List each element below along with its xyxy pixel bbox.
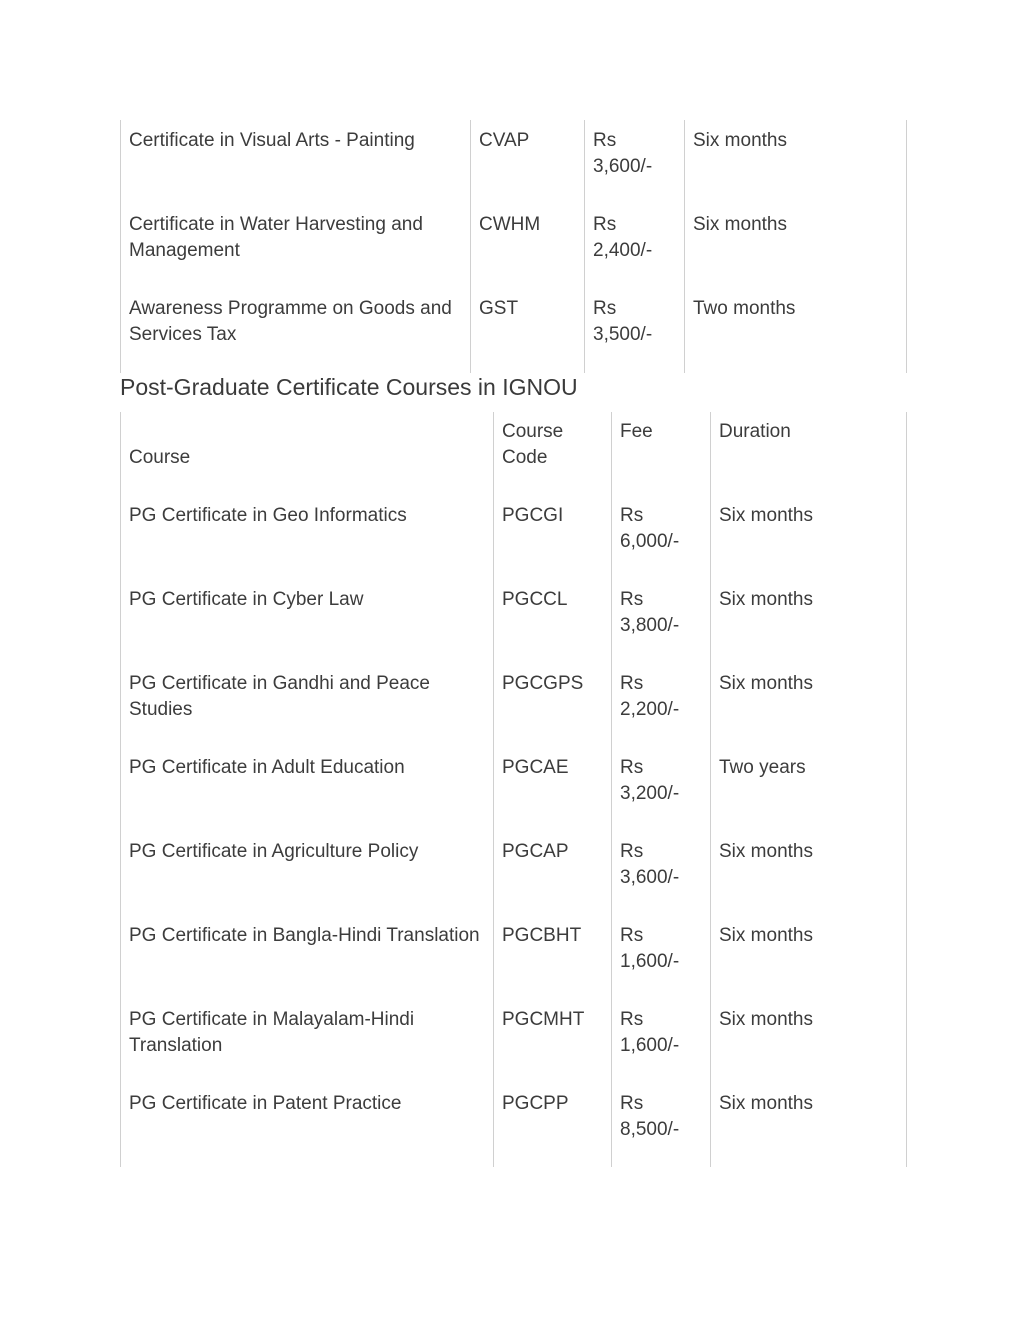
fee-amount: 2,200/-	[620, 699, 680, 720]
course-code-cell: PGCPP	[493, 1084, 611, 1167]
fee-cell	[611, 580, 710, 664]
course-name-cell: PG Certificate in Geo Informatics	[129, 505, 407, 526]
duration-cell: Two years	[710, 748, 906, 832]
fee-cell	[584, 288, 684, 373]
duration-cell: Two months	[684, 288, 906, 373]
fee-currency: Rs	[620, 841, 644, 862]
duration-cell: Six months	[684, 120, 906, 204]
fee-cell	[611, 664, 710, 748]
fee-amount: 3,600/-	[620, 867, 680, 888]
course-code-cell: PGCAE	[493, 748, 611, 832]
header-course: Course	[129, 447, 191, 468]
course-name-cell: PG Certificate in Gandhi and Peace Studies	[129, 673, 431, 720]
section-heading: Post-Graduate Certificate Courses in IGNOU	[120, 374, 578, 400]
course-code-cell: PGCAP	[493, 832, 611, 916]
table-row	[121, 1084, 906, 1167]
course-code-cell: PGCGPS	[493, 664, 611, 748]
table-row	[121, 580, 906, 664]
duration-cell: Six months	[710, 496, 906, 580]
fee-currency: Rs	[593, 298, 617, 319]
fee-currency: Rs	[620, 757, 644, 778]
duration-cell: Six months	[710, 580, 906, 664]
course-name-cell: PG Certificate in Cyber Law	[129, 589, 364, 610]
fee-cell	[584, 120, 684, 204]
fee-currency: Rs	[620, 1093, 644, 1114]
course-code-cell: PGCMHT	[493, 1000, 611, 1084]
fee-currency: Rs	[620, 1009, 644, 1030]
fee-amount: 2,400/-	[593, 240, 653, 261]
course-name-cell: PG Certificate in Agriculture Policy	[129, 841, 419, 862]
fee-cell	[611, 496, 710, 580]
fee-currency: Rs	[620, 505, 644, 526]
course-name-cell: Certificate in Water Harvesting and Management	[129, 214, 423, 261]
table-header-row	[121, 412, 906, 496]
fee-amount: 3,500/-	[593, 324, 653, 345]
header-duration: Duration	[710, 412, 906, 496]
course-name-cell: PG Certificate in Malayalam-Hindi Translation	[129, 1009, 415, 1056]
table-row	[121, 120, 906, 204]
certificate-courses-table	[120, 120, 907, 373]
fee-amount: 1,600/-	[620, 1035, 680, 1056]
fee-amount: 3,200/-	[620, 783, 680, 804]
header-course-code: Course Code	[493, 412, 611, 496]
course-code-cell: CWHM	[470, 204, 584, 288]
course-name-cell: Awareness Programme on Goods and Services Tax	[129, 298, 452, 345]
course-name-cell: PG Certificate in Patent Practice	[129, 1093, 402, 1114]
header-fee: Fee	[611, 412, 710, 496]
fee-amount: 1,600/-	[620, 951, 680, 972]
duration-cell: Six months	[710, 832, 906, 916]
fee-currency: Rs	[620, 589, 644, 610]
fee-currency: Rs	[620, 673, 644, 694]
fee-cell	[611, 832, 710, 916]
table-row	[121, 832, 906, 916]
fee-cell	[611, 1084, 710, 1167]
course-name-cell: PG Certificate in Adult Education	[129, 757, 405, 778]
fee-currency: Rs	[620, 925, 644, 946]
course-name-cell: PG Certificate in Bangla-Hindi Translation	[129, 925, 480, 946]
table-row	[121, 748, 906, 832]
fee-cell	[611, 916, 710, 1000]
course-code-cell: PGCBHT	[493, 916, 611, 1000]
table-row	[121, 288, 906, 373]
duration-cell: Six months	[710, 916, 906, 1000]
course-name-cell: Certificate in Visual Arts - Painting	[129, 130, 415, 151]
fee-amount: 3,600/-	[593, 156, 653, 177]
duration-cell: Six months	[710, 664, 906, 748]
fee-currency: Rs	[593, 214, 617, 235]
fee-cell	[611, 1000, 710, 1084]
course-code-cell: GST	[470, 288, 584, 373]
fee-amount: 3,800/-	[620, 615, 680, 636]
pg-certificate-courses-table	[120, 412, 907, 1167]
table-row	[121, 1000, 906, 1084]
course-code-cell: CVAP	[470, 120, 584, 204]
course-code-cell: PGCCL	[493, 580, 611, 664]
duration-cell: Six months	[710, 1084, 906, 1167]
table-row	[121, 664, 906, 748]
table-row	[121, 916, 906, 1000]
fee-amount: 6,000/-	[620, 531, 680, 552]
table-row	[121, 496, 906, 580]
course-code-cell: PGCGI	[493, 496, 611, 580]
duration-cell: Six months	[684, 204, 906, 288]
duration-cell: Six months	[710, 1000, 906, 1084]
fee-cell	[584, 204, 684, 288]
fee-currency: Rs	[593, 130, 617, 151]
fee-amount: 8,500/-	[620, 1119, 680, 1140]
fee-cell	[611, 748, 710, 832]
table-row	[121, 204, 906, 288]
